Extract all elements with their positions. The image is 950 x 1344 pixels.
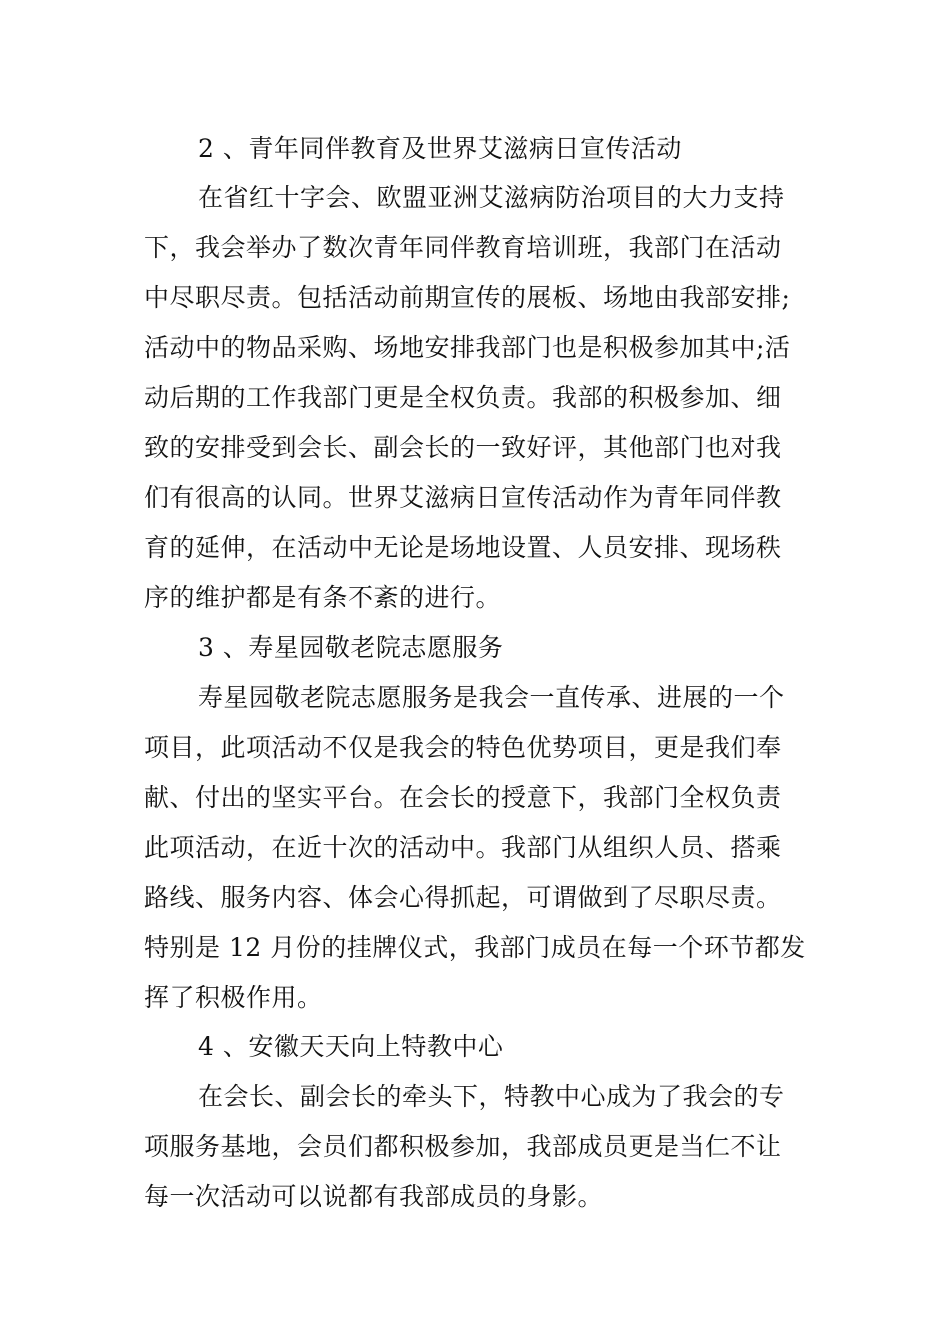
paragraph-line: 在省红十字会、欧盟亚洲艾滋病防治项目的大力支持: [198, 183, 785, 212]
paragraph-line: 下，我会举办了数次青年同伴教育培训班，我部门在活动: [144, 233, 782, 262]
paragraph-line: 特别是 12 月份的挂牌仪式，我部门成员在每一个环节都发: [144, 933, 806, 962]
section-heading: 3 、寿星园敬老院志愿服务: [198, 633, 504, 662]
paragraph-line: 献、付出的坚实平台。在会长的授意下，我部门全权负责: [144, 783, 782, 812]
section-heading: 2 、青年同伴教育及世界艾滋病日宣传活动: [198, 134, 682, 163]
paragraph-line: 在会长、副会长的牵头下，特教中心成为了我会的专: [198, 1082, 785, 1111]
paragraph-line: 此项活动，在近十次的活动中。我部门从组织人员、搭乘: [144, 833, 782, 862]
paragraph-line: 育的延伸，在活动中无论是场地设置、人员安排、现场秩: [144, 533, 782, 562]
section-heading: 4 、安徽天天向上特教中心: [198, 1032, 504, 1061]
paragraph-line: 中尽职尽责。包括活动前期宣传的展板、场地由我部安排;: [144, 283, 791, 312]
paragraph-line: 致的安排受到会长、副会长的一致好评，其他部门也对我: [144, 433, 782, 462]
paragraph-line: 们有很高的认同。世界艾滋病日宣传活动作为青年同伴教: [144, 483, 782, 512]
paragraph-line: 项目，此项活动不仅是我会的特色优势项目，更是我们奉: [144, 733, 782, 762]
paragraph-line: 每一次活动可以说都有我部成员的身影。: [144, 1182, 604, 1211]
paragraph-line: 动后期的工作我部门更是全权负责。我部的积极参加、细: [144, 383, 782, 412]
paragraph-line: 挥了积极作用。: [144, 983, 323, 1012]
paragraph-line: 活动中的物品采购、场地安排我部门也是积极参加其中;活: [144, 333, 791, 362]
paragraph-line: 路线、服务内容、体会心得抓起，可谓做到了尽职尽责。: [144, 883, 782, 912]
paragraph-line: 序的维护都是有条不紊的进行。: [144, 583, 502, 612]
paragraph-line: 寿星园敬老院志愿服务是我会一直传承、进展的一个: [198, 683, 785, 712]
paragraph-line: 项服务基地，会员们都积极参加，我部成员更是当仁不让: [144, 1132, 782, 1161]
